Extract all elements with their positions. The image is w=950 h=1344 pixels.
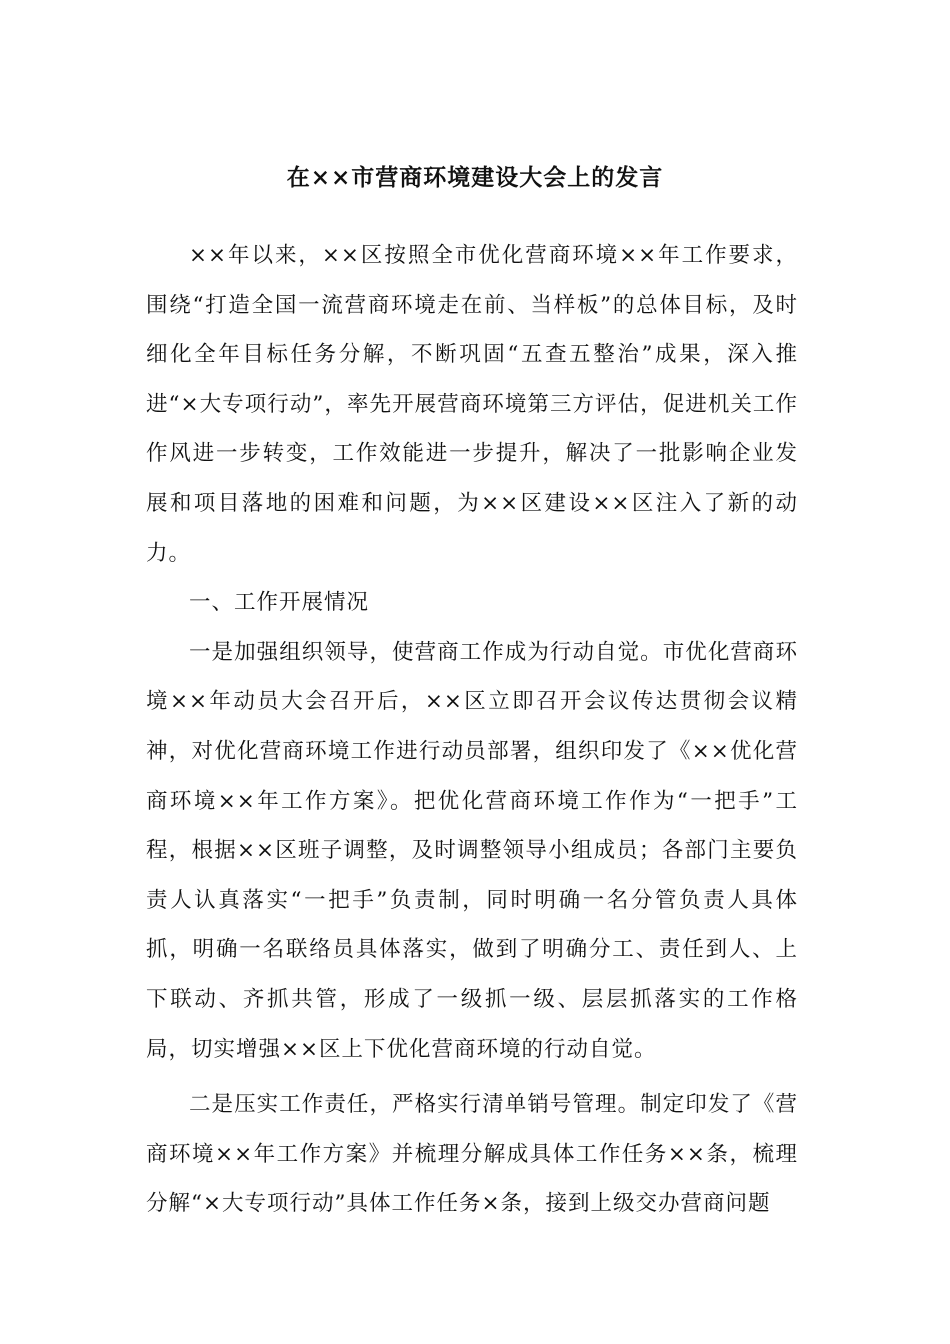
document-title: 在××市营商环境建设大会上的发言: [286, 164, 664, 191]
point-1-paragraph: 一是加强组织领导，使营商工作成为行动自觉。市优化营商环境××年动员大会召开后，××区立即召开会议传达贯彻会议精神，对优化营商环境工作进行动员部署，组织印发了《××优化营商环境××年工作方案》。把优化营商环境工作作为“一把手”工程，根据××区班子调整，及时调整领导小组成员；各部门主要负责人认真落实“一把手”负责制，同时明确一名分管负责人具体抓，明确一名联络员具体落实，做到了明确分工、责任到人、上下联动、齐抓共管，形成了一级抓一级、层层抓落实的工作格局，切实增强××区上下优化营商环境的行动自觉。: [146, 639, 798, 1062]
section-heading-work-progress: 一、工作开展情况: [189, 590, 370, 616]
point-2-paragraph: 二是压实工作责任，严格实行清单销号管理。制定印发了《营商环境××年工作方案》并梳理分解成具体工作任务××条，梳理分解“×大专项行动”具体工作任务×条，接到上级交办营商问题: [146, 1092, 798, 1217]
document-body: [146, 231, 798, 1229]
intro-paragraph: ××年以来，××区按照全市优化营商环境××年工作要求，围绕“打造全国一流营商环境走在前、当样板”的总体目标，及时细化全年目标任务分解，不断巩固“五查五整治”成果，深入推进“×大专项行动”，率先开展营商环境第三方评估，促进机关工作作风进一步转变，工作效能进一步提升，解决了一批影响企业发展和项目落地的困难和问题，为××区建设××区注入了新的动力。: [146, 243, 798, 566]
